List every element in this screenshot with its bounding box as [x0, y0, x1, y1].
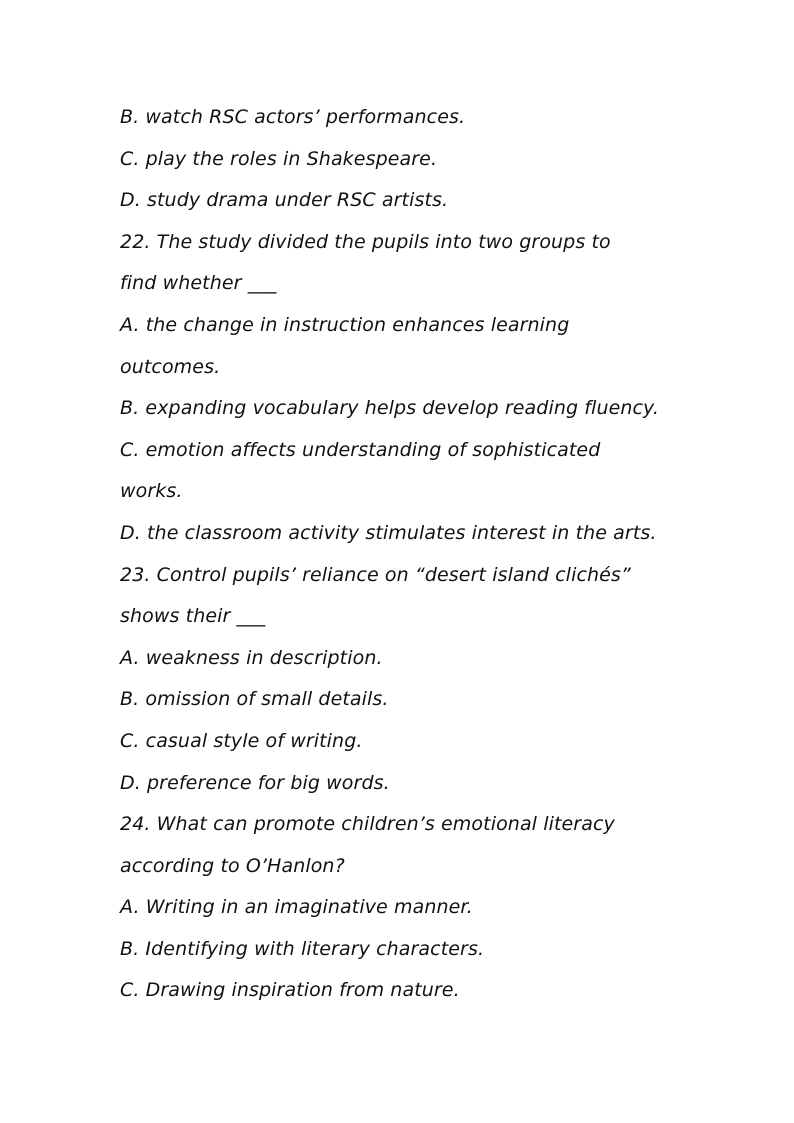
question-22-line-2: find whether ___: [120, 272, 277, 295]
option-c-q22-line-2: works.: [120, 480, 183, 503]
option-d-q22: D. the classroom activity stimulates interest in the arts.: [120, 521, 657, 544]
option-b-q24: B. Identifying with literary characters.: [120, 937, 485, 960]
option-a-q23: A. weakness in description.: [120, 646, 383, 669]
option-d-q21: D. study drama under RSC artists.: [120, 189, 449, 212]
option-c-q23: C. casual style of writing.: [120, 729, 363, 752]
option-c-q22-line-1: C. emotion affects understanding of sophisticated: [120, 438, 601, 461]
option-b-q22: B. expanding vocabulary helps develop reading fluency.: [120, 397, 660, 420]
option-c-q21: C. play the roles in Shakespeare.: [120, 147, 438, 170]
question-text-block: [120, 97, 700, 1012]
question-23-line-1: 23. Control pupils’ reliance on “desert island clichés”: [120, 563, 631, 586]
option-a-q22-line-2: outcomes.: [120, 355, 221, 378]
question-23-line-2: shows their ___: [120, 605, 266, 628]
option-a-q24: A. Writing in an imaginative manner.: [120, 896, 473, 919]
question-22-line-1: 22. The study divided the pupils into two groups to: [120, 230, 611, 253]
option-a-q22-line-1: A. the change in instruction enhances learning: [120, 313, 570, 336]
option-d-q23: D. preference for big words.: [120, 771, 390, 794]
option-b-q23: B. omission of small details.: [120, 688, 389, 711]
option-c-q24: C. Drawing inspiration from nature.: [120, 979, 460, 1002]
option-b-q21: B. watch RSC actors’ performances.: [120, 106, 466, 128]
question-24-line-2: according to O’Hanlon?: [120, 854, 345, 877]
question-24-line-1: 24. What can promote children’s emotional literacy: [120, 813, 615, 836]
